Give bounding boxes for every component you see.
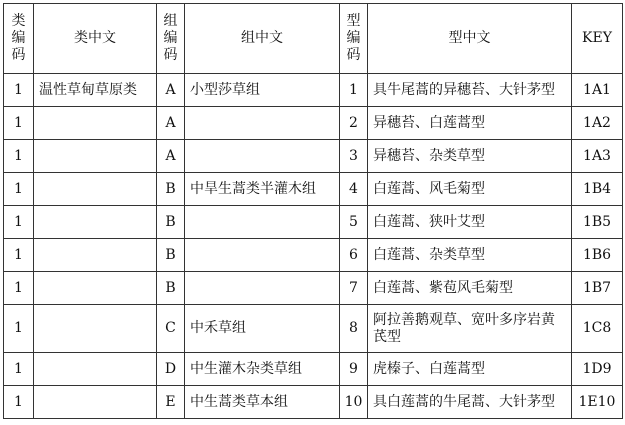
- cell-class-code: 1: [4, 353, 34, 386]
- header-type-code: 型编码: [340, 4, 368, 74]
- cell-type-cn: 具白莲蒿的牛尾蒿、大针茅型: [368, 386, 572, 419]
- cell-group-cn: 中生蒿类草本组: [185, 386, 340, 419]
- cell-group-code: D: [157, 353, 185, 386]
- cell-group-code: A: [157, 140, 185, 173]
- cell-class-code: 1: [4, 272, 34, 305]
- cell-key: 1A2: [572, 107, 623, 140]
- cell-group-cn: [185, 239, 340, 272]
- cell-class-cn: [34, 386, 157, 419]
- cell-class-code: 1: [4, 386, 34, 419]
- cell-group-code: E: [157, 386, 185, 419]
- cell-class-code: 1: [4, 305, 34, 353]
- cell-key: 1E10: [572, 386, 623, 419]
- cell-key: 1D9: [572, 353, 623, 386]
- cell-type-code: 9: [340, 353, 368, 386]
- header-class-code: 类编码: [4, 4, 34, 74]
- cell-type-code: 7: [340, 272, 368, 305]
- cell-group-code: B: [157, 239, 185, 272]
- cell-group-code: B: [157, 206, 185, 239]
- cell-group-code: C: [157, 305, 185, 353]
- cell-class-cn: [34, 173, 157, 206]
- grassland-classification-table: [3, 3, 623, 419]
- table-row: [4, 386, 623, 419]
- cell-type-cn: 异穗苔、杂类草型: [368, 140, 572, 173]
- cell-type-cn: 阿拉善鹅观草、宽叶多序岩黄芪型: [368, 305, 572, 353]
- header-row: [4, 4, 623, 74]
- cell-type-code: 1: [340, 74, 368, 107]
- cell-group-cn: [185, 107, 340, 140]
- table-row: [4, 353, 623, 386]
- cell-group-cn: [185, 206, 340, 239]
- cell-key: 1B4: [572, 173, 623, 206]
- cell-group-cn: 中生灌木杂类草组: [185, 353, 340, 386]
- cell-key: 1A1: [572, 74, 623, 107]
- table-row: [4, 107, 623, 140]
- cell-group-cn: 中禾草组: [185, 305, 340, 353]
- cell-class-cn: [34, 305, 157, 353]
- table-row: [4, 74, 623, 107]
- cell-class-code: 1: [4, 239, 34, 272]
- cell-key: 1B7: [572, 272, 623, 305]
- header-group-cn: 组中文: [185, 4, 340, 74]
- cell-class-code: 1: [4, 74, 34, 107]
- cell-class-code: 1: [4, 107, 34, 140]
- cell-class-cn: 温性草甸草原类: [34, 74, 157, 107]
- cell-type-cn: 具牛尾蒿的异穗苔、大针茅型: [368, 74, 572, 107]
- cell-group-code: B: [157, 173, 185, 206]
- cell-group-cn: [185, 140, 340, 173]
- cell-class-cn: [34, 206, 157, 239]
- cell-class-cn: [34, 107, 157, 140]
- cell-class-cn: [34, 239, 157, 272]
- cell-type-cn: 白莲蒿、紫苞风毛菊型: [368, 272, 572, 305]
- cell-group-cn: 小型莎草组: [185, 74, 340, 107]
- cell-type-cn: 白莲蒿、狭叶艾型: [368, 206, 572, 239]
- cell-type-code: 10: [340, 386, 368, 419]
- cell-type-code: 5: [340, 206, 368, 239]
- cell-class-code: 1: [4, 206, 34, 239]
- cell-type-code: 8: [340, 305, 368, 353]
- table-row: [4, 173, 623, 206]
- table-row: [4, 239, 623, 272]
- cell-class-cn: [34, 272, 157, 305]
- cell-key: 1C8: [572, 305, 623, 353]
- table-row: [4, 140, 623, 173]
- cell-group-code: A: [157, 74, 185, 107]
- cell-class-cn: [34, 140, 157, 173]
- cell-type-code: 4: [340, 173, 368, 206]
- cell-key: 1A3: [572, 140, 623, 173]
- cell-group-code: A: [157, 107, 185, 140]
- cell-type-code: 3: [340, 140, 368, 173]
- cell-type-cn: 白莲蒿、风毛菊型: [368, 173, 572, 206]
- cell-class-cn: [34, 353, 157, 386]
- header-group-code: 组编码: [157, 4, 185, 74]
- cell-class-code: 1: [4, 140, 34, 173]
- cell-type-cn: 虎榛子、白莲蒿型: [368, 353, 572, 386]
- table-row: [4, 305, 623, 353]
- table-row: [4, 206, 623, 239]
- header-type-cn: 型中文: [368, 4, 572, 74]
- table-row: [4, 272, 623, 305]
- cell-type-cn: 异穗苔、白莲蒿型: [368, 107, 572, 140]
- cell-key: 1B6: [572, 239, 623, 272]
- header-key: KEY: [572, 4, 623, 74]
- header-class-cn: 类中文: [34, 4, 157, 74]
- cell-group-cn: 中旱生蒿类半灌木组: [185, 173, 340, 206]
- cell-type-code: 2: [340, 107, 368, 140]
- cell-group-cn: [185, 272, 340, 305]
- cell-type-code: 6: [340, 239, 368, 272]
- cell-key: 1B5: [572, 206, 623, 239]
- cell-class-code: 1: [4, 173, 34, 206]
- cell-type-cn: 白莲蒿、杂类草型: [368, 239, 572, 272]
- cell-group-code: B: [157, 272, 185, 305]
